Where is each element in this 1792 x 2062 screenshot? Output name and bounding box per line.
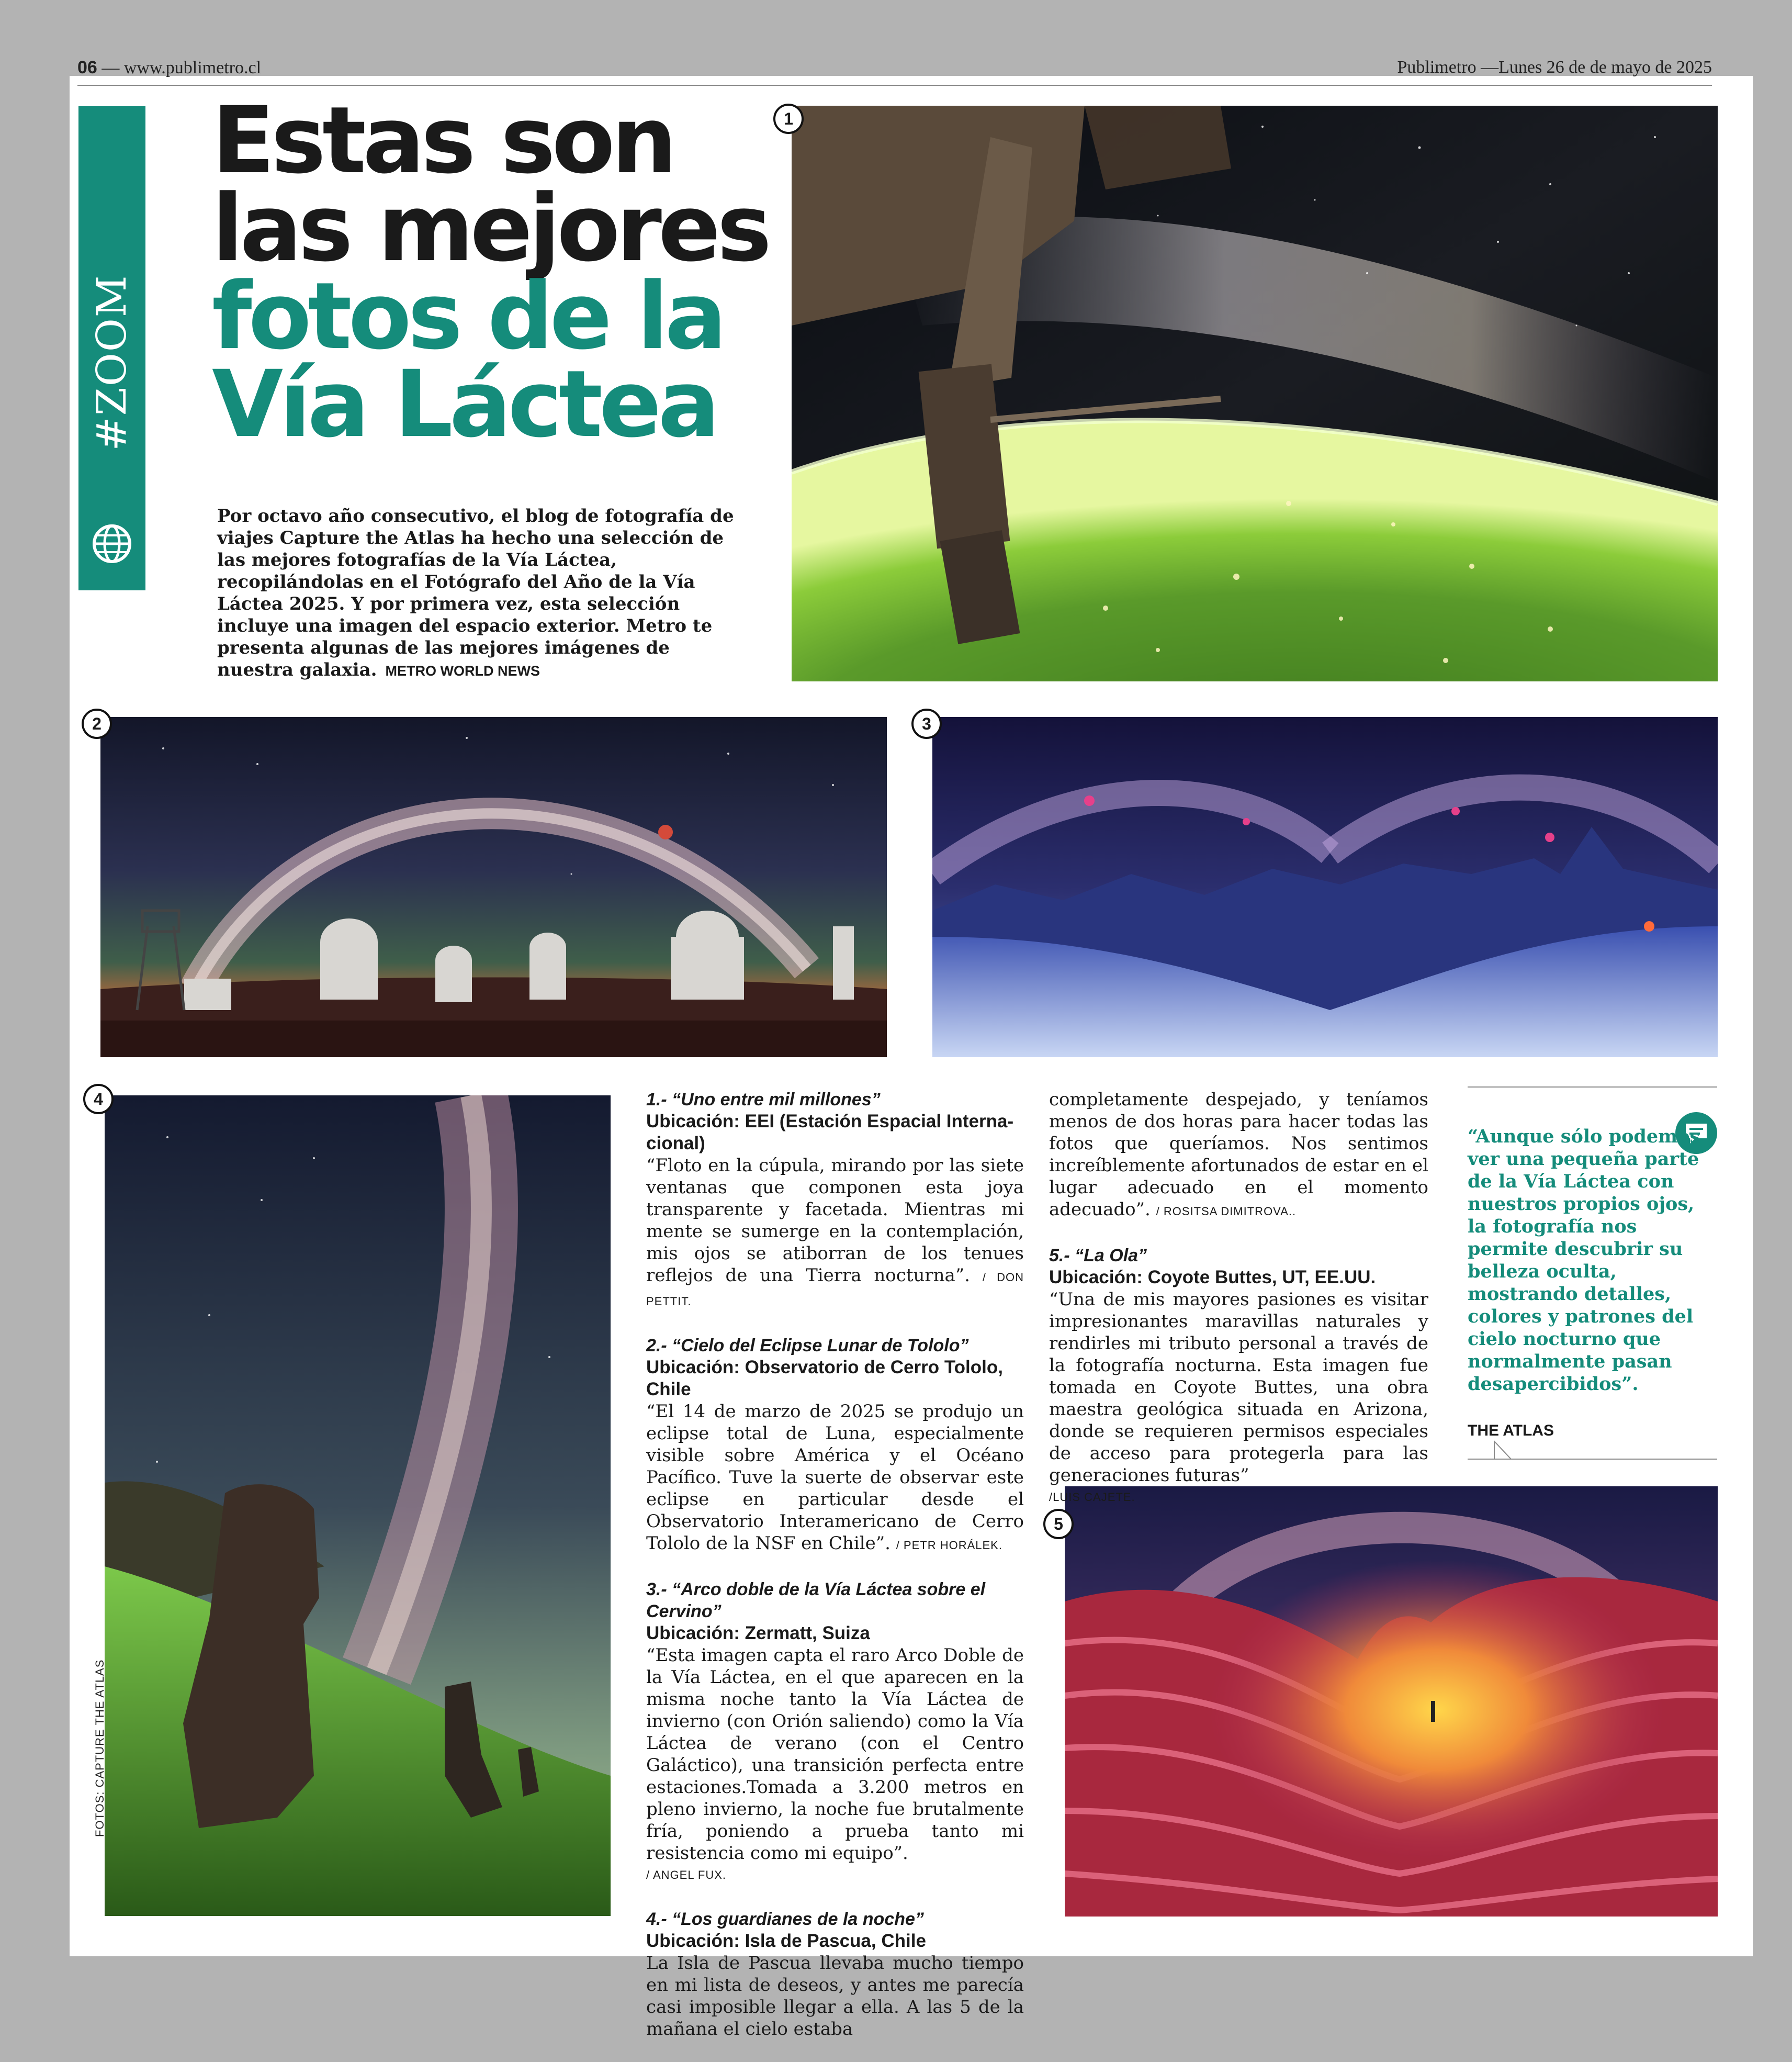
caption-title: 5.- “La Ola” bbox=[1049, 1246, 1147, 1265]
caption-body: “El 14 de marzo de 2025 se produjo un eclipse total de Luna, especialmente visible sobre América y el Océano Pacífico. Tuve la suerte de observar este eclipse en particular desde el Observatorio Interamericano de Cerro Tololo de la NSF en Chile”. bbox=[646, 1401, 1024, 1554]
caption-item-1 bbox=[646, 1089, 1024, 1313]
photo-wave-image bbox=[1065, 1486, 1718, 1917]
photo-iss-earth bbox=[792, 106, 1718, 681]
caption-body: La Isla de Pascua llevaba mucho tiempo en mi lista de deseos, y antes me parecía casi imposible llegar a ella. A las 5 de la mañana el cielo estaba bbox=[646, 1953, 1024, 2039]
headline-line-2: las mejores bbox=[212, 175, 769, 282]
caption-author: / DON PETTIT. bbox=[646, 1271, 1024, 1308]
caption-item-5 bbox=[1049, 1245, 1428, 1508]
page-number: 06 bbox=[77, 58, 97, 77]
caption-author: / ROSITSA DIMITROVA.. bbox=[1156, 1205, 1297, 1218]
photo-tololo-image bbox=[100, 717, 887, 1057]
photo-number-badge: 4 bbox=[83, 1084, 114, 1114]
caption-body: “Esta imagen capta el raro Arco Doble de la Vía Láctea, en el que aparecen en la misma noche tanto la Vía Láctea de invierno (con Orión saliendo) como la Vía Láctea de verano (con el Centro Galáctico), una transición perfecta entre estaciones.Tomada a 3.200 metros en pleno invierno, la noche fue brutalmente fría, poniendo a prueba tanto mi resistencia como mi equipo”. bbox=[646, 1645, 1024, 1864]
photo-iss-earth-image bbox=[792, 106, 1718, 681]
caption-item-4 bbox=[646, 1908, 1024, 2040]
quote-rule-top bbox=[1468, 1086, 1717, 1088]
headline bbox=[212, 87, 769, 458]
caption-title: 3.- “Arco doble de la Vía Láctea sobre el Cervino” bbox=[646, 1579, 986, 1621]
photo-easter-island-moai bbox=[105, 1095, 611, 1916]
section-tag: #ZOOM bbox=[88, 274, 136, 451]
photo-credit: FOTOS: CAPTURE THE ATLAS bbox=[93, 1659, 106, 1837]
caption-location: Ubicación: Observatorio de Cerro Tololo, Chile bbox=[646, 1357, 1003, 1399]
photo-moai-image bbox=[105, 1095, 611, 1916]
header-rule bbox=[77, 85, 1712, 86]
site-url[interactable]: — www.publimetro.cl bbox=[102, 58, 262, 77]
caption-author: /LUIS CAJETE. bbox=[1049, 1491, 1135, 1504]
caption-title: 1.- “Uno entre mil millones” bbox=[646, 1090, 881, 1110]
photo-the-wave bbox=[1065, 1486, 1718, 1917]
photo-number-badge: 2 bbox=[82, 709, 112, 739]
article-column-1 bbox=[646, 1089, 1024, 2062]
caption-location: Ubicación: Zermatt, Suiza bbox=[646, 1623, 870, 1643]
photo-number-badge: 3 bbox=[911, 709, 942, 739]
headline-line-3: fotos de la bbox=[212, 263, 724, 370]
caption-item-2 bbox=[646, 1335, 1024, 1556]
page-header-left bbox=[77, 58, 261, 84]
globe-icon bbox=[91, 523, 133, 565]
caption-location: Ubicación: Coyote Buttes, UT, EE.UU. bbox=[1049, 1267, 1376, 1287]
caption-title: 2.- “Cielo del Eclipse Lunar de Tololo” bbox=[646, 1336, 969, 1355]
caption-body: “Una de mis mayores pasiones es visitar impresionantes maravillas naturales y rendirles mi tributo personal a través de la fotografía nocturna. Esta imagen fue tomada en Coyote Buttes, una obra maestra geológica situada en Arizona, donde se requieren permisos especiales de acceso para protegerla para las generaciones futuras” bbox=[1049, 1289, 1428, 1486]
quote-pointer bbox=[1490, 1440, 1521, 1461]
caption-location: Ubicación: EEI (Estación Espacial Internacional) bbox=[646, 1111, 1014, 1153]
pull-quote-source: THE ATLAS bbox=[1468, 1422, 1554, 1439]
lede-text: Por octavo año consecutivo, el blog de fotografía de viajes Capture the Atlas ha hecho una selección de las mejores fotografías de la Vía Láctea, recopilándolas en el Fotógrafo del Año de la Vía Láctea 2025. Y por primera vez, esta selección incluye una imagen del espacio exterior. Metro te presenta algunas de las mejores imágenes de nuestra galaxia. bbox=[217, 506, 734, 680]
caption-item-4-continued bbox=[1049, 1089, 1428, 1223]
article-column-2 bbox=[1049, 1089, 1428, 1530]
lede-paragraph bbox=[217, 505, 746, 682]
caption-body: “Floto en la cúpula, mirando por las siete ventanas que componen esta joya transparente y facetada. Mientras mi mente se sumerge en la contemplación, mis ojos se atiborran de los tenues reflejos de una Tierra nocturna”. bbox=[646, 1155, 1024, 1286]
caption-body-continued: completamente despejado, y teníamos menos de dos horas para hacer todas las fotos que queríamos. Nos sentimos increíblemente afortunados de estar en el lugar adecuado en el momento adecuado”. bbox=[1049, 1089, 1428, 1220]
headline-line-1: Estas son bbox=[212, 87, 673, 194]
headline-line-4: Vía Láctea bbox=[212, 351, 717, 458]
photo-number-badge: 1 bbox=[773, 104, 804, 134]
photo-matterhorn-image bbox=[932, 717, 1718, 1057]
photo-matterhorn-arch bbox=[932, 717, 1718, 1057]
page-header-right: Publimetro —Lunes 26 de de mayo de 2025 bbox=[1397, 58, 1712, 77]
caption-location: Ubicación: Isla de Pascua, Chile bbox=[646, 1931, 926, 1951]
photo-number-badge: 5 bbox=[1043, 1509, 1074, 1539]
section-strip bbox=[78, 106, 145, 590]
photo-tololo-observatory bbox=[100, 717, 887, 1057]
caption-author: / ANGEL FUX. bbox=[646, 1868, 727, 1881]
lede-credit: METRO WORLD NEWS bbox=[385, 663, 540, 679]
caption-item-3 bbox=[646, 1578, 1024, 1886]
caption-author: / PETR HORÁLEK. bbox=[896, 1539, 1002, 1552]
caption-title: 4.- “Los guardianes de la noche” bbox=[646, 1909, 924, 1929]
pull-quote: “Aunque sólo podemos ver una pequeña parte de la Vía Láctea con nuestros propios ojos, la fotografía nos permite descubrir su belleza oculta, mostrando detalles, colores y patrones del cielo nocturno que normalmente pasan desapercibidos”. bbox=[1468, 1126, 1700, 1395]
